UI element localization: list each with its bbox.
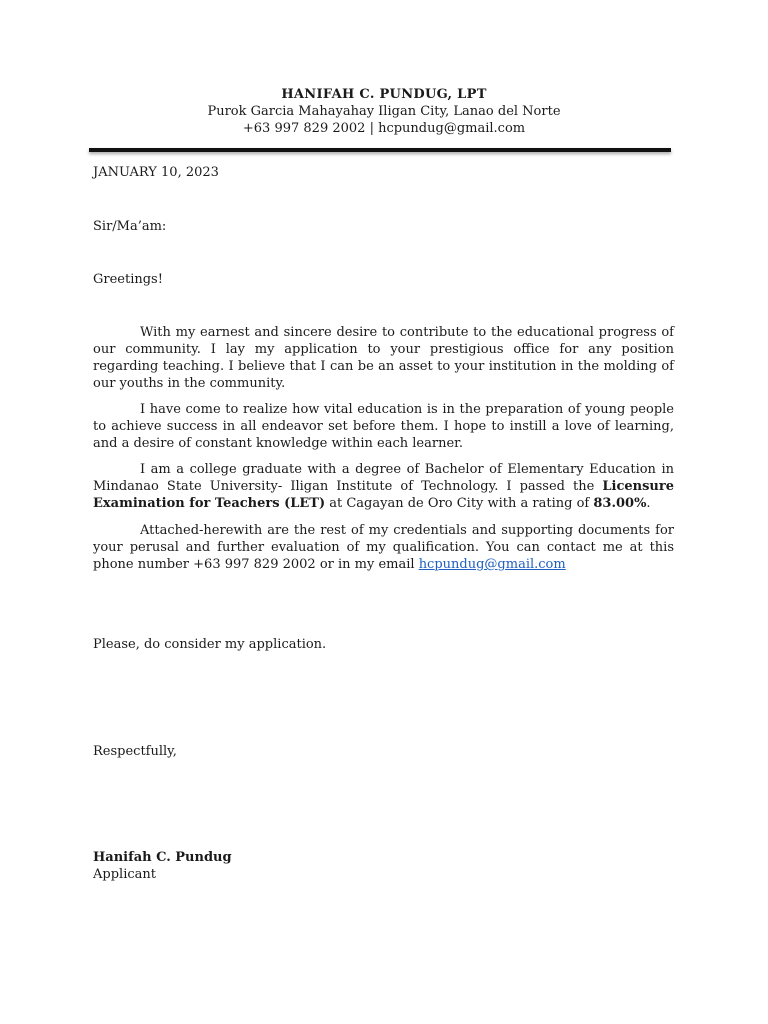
sender-name: HANIFAH C. PUNDUG, LPT	[281, 87, 487, 102]
signature-name: Hanifah C. Pundug	[93, 850, 232, 865]
sender-address: Purok Garcia Mahayahay Iligan City, Lanao del Norte	[207, 104, 561, 119]
body-paragraph-4	[93, 522, 674, 573]
letter-date: JANUARY 10, 2023	[93, 165, 219, 180]
letterhead-divider	[89, 148, 671, 152]
signature-title: Applicant	[93, 867, 156, 882]
closing: Respectfully,	[93, 744, 177, 759]
salutation: Sir/Ma’am:	[93, 219, 167, 234]
p3-text-b: at Cagayan de Oro City with a rating of	[325, 496, 594, 511]
email-link[interactable]: hcpundug@gmail.com	[418, 557, 566, 572]
exam-rating: 83.00%	[593, 496, 647, 511]
body-paragraph-3	[93, 461, 674, 512]
body-paragraph-2: I have come to realize how vital education is in the preparation of young people to achieve success in all endeavor set before them. I hope to instill a love of learning, and a desire of constant knowledge within each learner.	[93, 402, 674, 451]
greeting: Greetings!	[93, 272, 163, 287]
closing-request: Please, do consider my application.	[93, 637, 327, 652]
exam-name: Licensure Examination for Teachers (LET)	[93, 479, 674, 511]
p3-text-a: I am a college graduate with a degree of Bachelor of Elementary Education in Mindanao State University- Iligan Institute of Technology. I passed the	[93, 462, 674, 494]
body-paragraph-1: With my earnest and sincere desire to contribute to the educational progress of our community. I lay my application to your prestigious office for any position regarding teaching. I believe that I can be an asset to your institution in the molding of our youths in the community.	[93, 325, 674, 391]
p3-text-c: .	[646, 496, 651, 511]
sender-contact: +63 997 829 2002 | hcpundug@gmail.com	[242, 121, 526, 136]
letterhead	[0, 86, 768, 137]
p4-text: Attached-herewith are the rest of my credentials and supporting documents for your perusal and further evaluation of my qualification. You can contact me at this phone number +63 997 829 2002 or in my email	[93, 523, 674, 572]
